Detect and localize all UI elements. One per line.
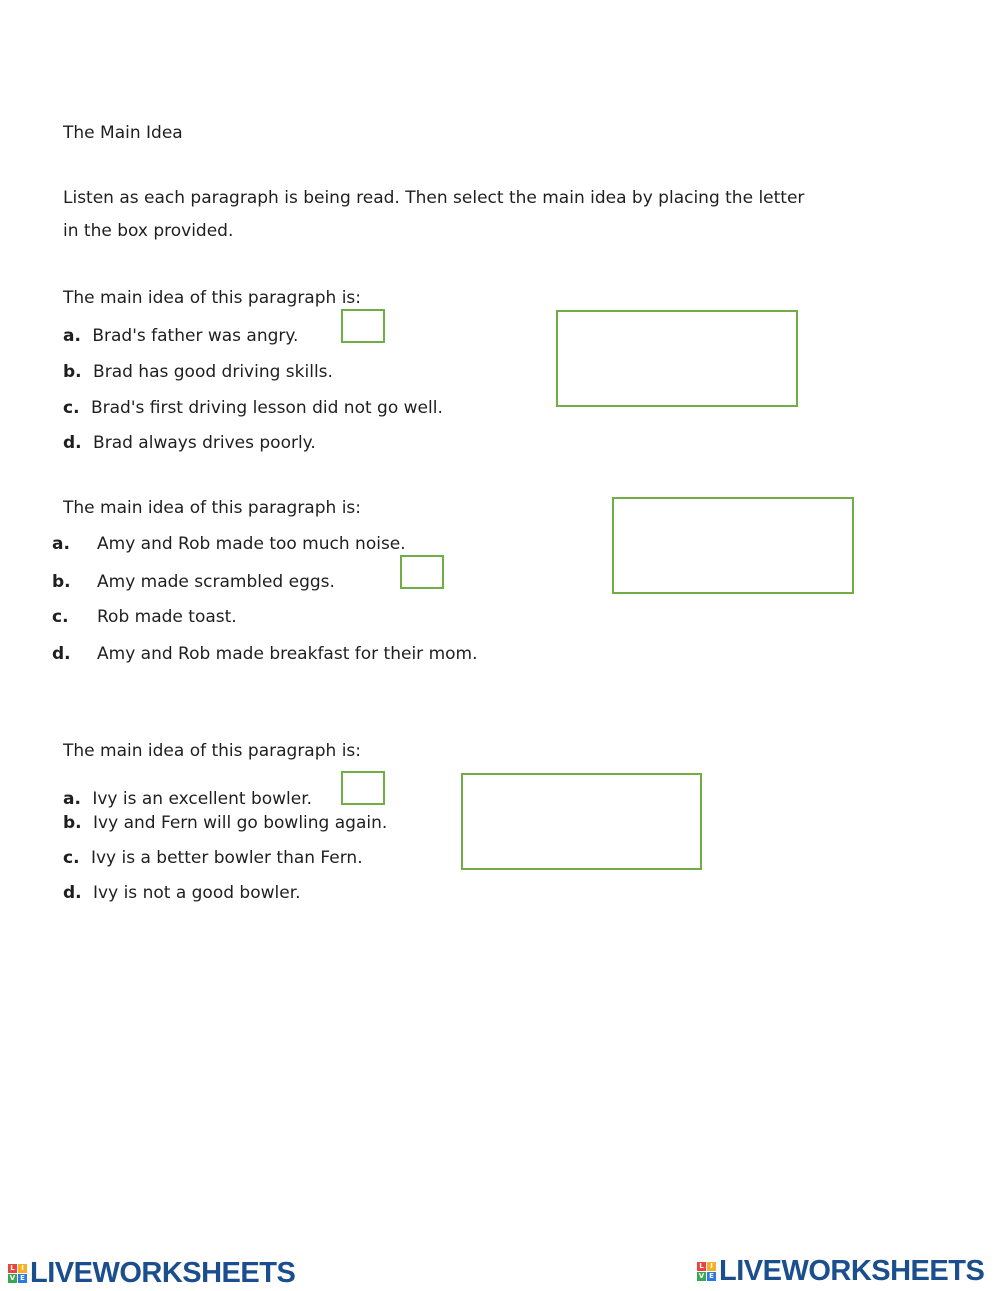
option-text: Brad always drives poorly. [93, 433, 316, 453]
logo-block: E [18, 1274, 27, 1283]
logo-block: L [8, 1264, 17, 1273]
option-letter: d. [63, 883, 82, 903]
logo-text: LIVEWORKSHEETS [30, 1257, 296, 1289]
question-3-answer-box[interactable] [341, 771, 385, 805]
page-title: The Main Idea [63, 123, 183, 143]
option-letter: b. [63, 813, 82, 833]
logo-block: L [697, 1262, 706, 1271]
question-2-option-a [52, 536, 406, 553]
question-3-prompt: The main idea of this paragraph is: [63, 741, 361, 761]
option-letter: c. [52, 607, 69, 627]
logo-block: I [18, 1264, 27, 1273]
question-2-option-b [52, 574, 335, 591]
question-2-option-d [52, 646, 478, 663]
option-letter: a. [63, 789, 81, 809]
option-text: Amy and Rob made too much noise. [97, 534, 406, 554]
option-text: Ivy is not a good bowler. [93, 883, 301, 903]
question-3-option-d [63, 885, 301, 902]
option-letter: b. [63, 362, 82, 382]
question-2-prompt: The main idea of this paragraph is: [63, 498, 361, 518]
option-text: Brad's father was angry. [92, 326, 299, 346]
option-text: Ivy and Fern will go bowling again. [93, 813, 388, 833]
option-letter: a. [52, 534, 70, 554]
logo-text: LIVEWORKSHEETS [719, 1255, 985, 1287]
option-letter: d. [52, 644, 71, 664]
question-3-option-c [63, 850, 363, 867]
option-letter: d. [63, 433, 82, 453]
option-text: Brad's first driving lesson did not go well. [90, 398, 443, 418]
question-1-answer-box[interactable] [341, 309, 385, 343]
logo-block: V [698, 1272, 705, 1280]
option-letter: a. [63, 326, 81, 346]
question-1-option-b [63, 364, 333, 381]
question-2-answer-box[interactable] [400, 555, 444, 589]
logo-blocks-icon [697, 1262, 716, 1281]
option-text: Amy and Rob made breakfast for their mom. [97, 644, 478, 664]
option-text: Ivy is a better bowler than Fern. [90, 848, 363, 868]
option-text: Amy made scrambled eggs. [97, 572, 335, 592]
question-1-option-d [63, 435, 316, 452]
option-letter: c. [63, 848, 80, 868]
question-3-option-a [63, 791, 312, 808]
option-letter: c. [63, 398, 80, 418]
instructions-line-2: in the box provided. [63, 221, 234, 241]
question-1-option-a [63, 328, 298, 345]
question-1-option-c [63, 400, 443, 417]
instructions-line-1: Listen as each paragraph is being read. Then select the main idea by placing the letter [63, 188, 805, 208]
question-3-option-b [63, 815, 387, 832]
logo-block: I [707, 1262, 716, 1271]
liveworksheets-logo-left[interactable] [8, 1257, 295, 1290]
question-3-drop-zone[interactable] [461, 773, 702, 870]
question-1-drop-zone[interactable] [556, 310, 798, 407]
logo-blocks-icon [8, 1264, 27, 1283]
option-letter: b. [52, 572, 71, 592]
option-text: Rob made toast. [97, 607, 237, 627]
question-1-prompt: The main idea of this paragraph is: [63, 288, 361, 308]
logo-block: V [9, 1274, 16, 1282]
logo-block: E [707, 1272, 716, 1281]
question-2-option-c [52, 609, 237, 626]
liveworksheets-logo-right[interactable] [697, 1255, 984, 1288]
option-text: Brad has good driving skills. [93, 362, 333, 382]
option-text: Ivy is an excellent bowler. [92, 789, 313, 809]
question-2-drop-zone[interactable] [612, 497, 854, 594]
